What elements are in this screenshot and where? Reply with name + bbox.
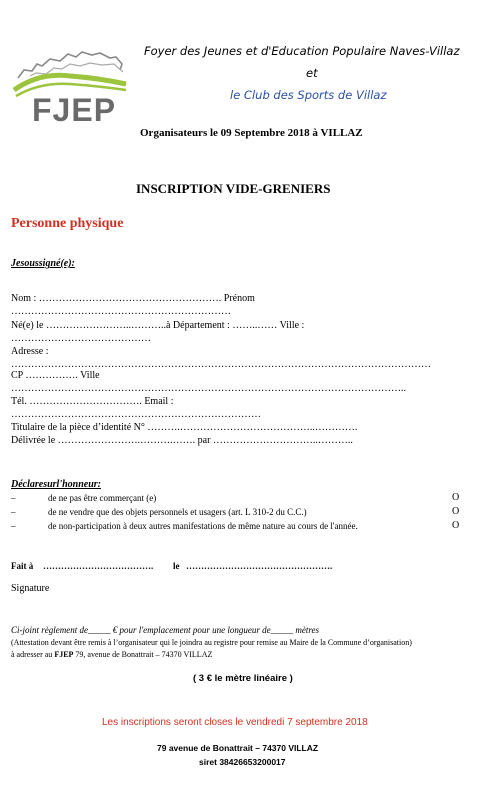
declaration-text: de non-participation à deux autres manifestations de même nature au cours de l'année. [48, 521, 358, 531]
org-line-2: et [306, 66, 318, 80]
ville-field[interactable]: …………………………………… [11, 333, 151, 344]
address-note-rest: 79, avenue de Bonattrait – 74370 VILLAZ [73, 650, 213, 659]
signature-label: Signature [11, 583, 50, 594]
cp-ville-field[interactable]: ……………………………………………………………………………………………………….. [11, 383, 406, 394]
address-note-org: FJEP [54, 650, 74, 659]
logo-text: FJEP [32, 92, 117, 128]
declaration-heading: Déclaresurl'honneur: [11, 479, 102, 490]
fait-label: Fait à [11, 561, 34, 571]
org-line-3: le Club des Sports de Villaz [230, 88, 387, 102]
email-field[interactable]: ………………………………………………………………… [11, 409, 261, 420]
address-note [11, 650, 212, 659]
dash: – [11, 507, 16, 517]
fjep-logo [10, 40, 130, 128]
attestation-note: (Attestation devant être remis à l’organisateur qui le joindra au registre pour remise au Maire de la Commune d’organisation) [11, 638, 412, 647]
le-label: le [173, 561, 180, 571]
declaration-text: de ne vendre que des objets personnels et usagers (art. L 310-2 du C.C.) [48, 507, 307, 517]
footer-siret: siret 38426653200017 [199, 757, 286, 767]
delivered-field[interactable]: Délivrée le …………………….……….……. par …………………………..……….. [11, 435, 353, 446]
nom-field[interactable]: Nom : ………………………………………………. Prénom [11, 293, 255, 304]
price-note: ( 3 € le mètre linéaire ) [193, 673, 293, 684]
checkbox-mark[interactable]: O [452, 506, 460, 517]
prenom-field[interactable]: ………………………………………………………… [11, 306, 231, 317]
organisers-line: Organisateurs le 09 Septembre 2018 à VILLAZ [140, 127, 363, 139]
checkbox-mark[interactable]: O [452, 492, 460, 503]
adresse-label: Adresse : [11, 346, 49, 357]
adresse-field[interactable]: ……………………………………………………………………………………………………………… [11, 359, 431, 370]
birth-field[interactable]: Né(e) le ……………………..………..à Département : ……..…… Ville : [11, 320, 305, 331]
section-title: Personne physique [11, 216, 124, 231]
closing-note: Les inscriptions seront closes le vendredi 7 septembre 2018 [102, 717, 368, 728]
soussigne-label: Jesoussigné(e): [11, 258, 75, 269]
id-number-field[interactable]: Titulaire de la pièce d’identité N° ……….…………………………………..…………. [11, 422, 358, 433]
address-note-prefix: à adresser au [11, 650, 55, 659]
page-title: INSCRIPTION VIDE-GRENIERS [136, 181, 331, 196]
date-field[interactable]: …………………………………………. [186, 561, 333, 571]
dash: – [11, 493, 16, 503]
tel-field[interactable]: Tél. ……………………………. Email : [11, 396, 174, 407]
dash: – [11, 521, 16, 531]
checkbox-mark[interactable]: O [452, 520, 460, 531]
payment-line: Ci-joint règlement de_____ € pour l'emplacement pour une longueur de_____ mètres [11, 625, 320, 635]
org-line-1: Foyer des Jeunes et d'Education Populaire Naves-Villaz [144, 44, 460, 58]
footer-address: 79 avenue de Bonattrait – 74370 VILLAZ [157, 743, 319, 753]
declaration-text: de ne pas être commerçant (e) [48, 493, 157, 503]
fait-field[interactable]: ………………………………. [43, 561, 154, 571]
cp-field[interactable]: CP ……………. Ville [11, 370, 100, 381]
